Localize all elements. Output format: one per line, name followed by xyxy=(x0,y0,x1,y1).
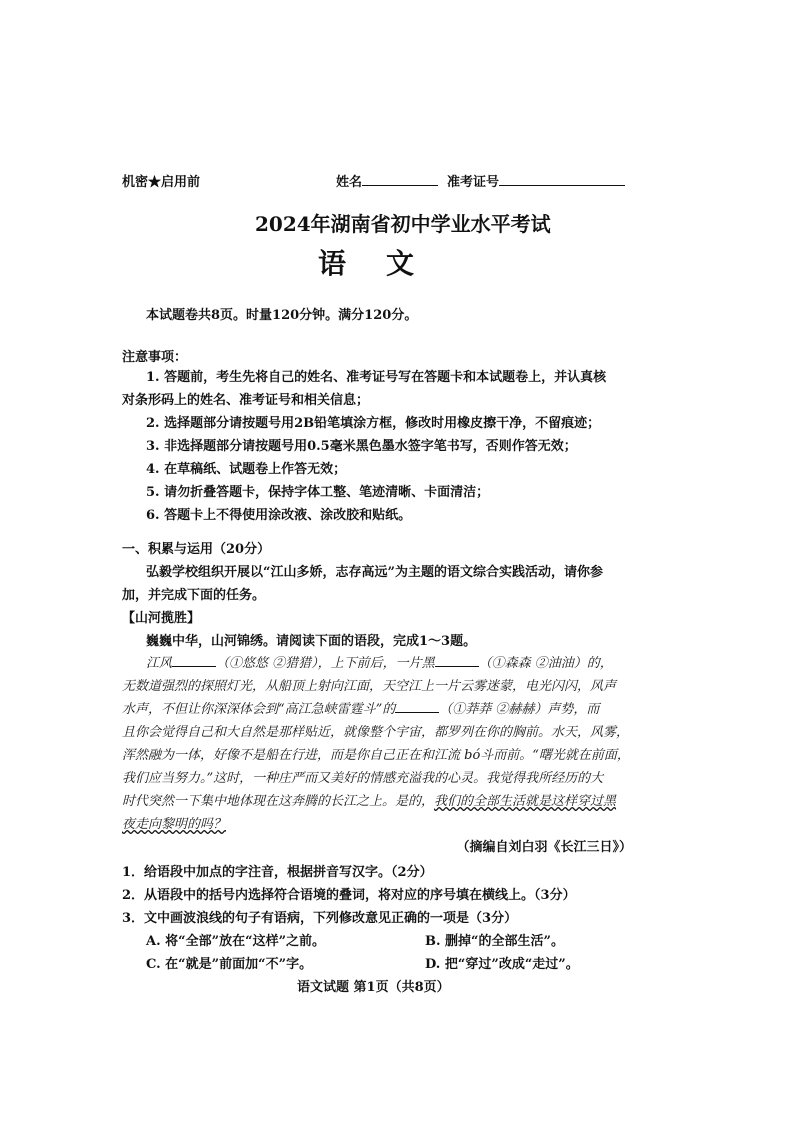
id-blank[interactable] xyxy=(499,171,625,186)
subject-title: 语 文 xyxy=(318,247,421,280)
passage-line: 我们应当努力。”这时，一种庄严而又美好的情感充溢我的心灵。我觉得我所经历的大 xyxy=(122,771,604,786)
note-item: 6. 答题卡上不得使用涂改液、涂改胶和贴纸。 xyxy=(146,508,412,523)
question: 2．从语段中的括号内选择符合语境的叠词，将对应的序号填在横线上。（3分） xyxy=(122,888,576,903)
note-item: 2. 选择题部分请按题号用2B铅笔填涂方框，修改时用橡皮擦干净，不留痕迹； xyxy=(146,416,601,431)
wavy-sentence: 我们的全部生活就是这样穿过黑 xyxy=(434,794,617,809)
passage-text: 水声，不但让你深深体会到“高江急峡雷霆斗”的 xyxy=(122,702,396,717)
answer-blank[interactable] xyxy=(435,654,479,667)
note-item: 对条形码上的姓名、准考证号和相关信息； xyxy=(122,393,370,408)
option-d[interactable]: D. 把“穿过”改成“走过”。 xyxy=(425,957,579,972)
notes-heading: 注意事项： xyxy=(122,350,188,365)
note-item: 1. 答题前，考生先将自己的姓名、准考证号写在答题卡和本试题卷上，并认真核 xyxy=(146,370,607,385)
id-label: 准考证号 xyxy=(447,175,500,190)
passage-text: （①莽莽 ②赫赫）声势，而 xyxy=(439,702,600,717)
id-field xyxy=(447,171,625,190)
answer-blank[interactable] xyxy=(395,700,439,713)
passage-line xyxy=(146,652,613,675)
note-item: 3. 非选择题部分请按题号用0.5毫米黑色墨水签字笔书写，否则作答无效； xyxy=(146,439,577,454)
passage-text: 时代突然一下集中地体现在这奔腾的长江之上。是的， xyxy=(122,794,435,809)
passage-line: 无数道强烈的探照灯光，从船顶上射向江面，天空江上一片云雾迷蒙，电光闪闪，风声 xyxy=(122,679,617,694)
passage-line xyxy=(122,813,226,836)
option-c[interactable]: C. 在“就是”前面加“不”字。 xyxy=(146,957,313,972)
passage-line xyxy=(122,698,599,721)
question: 3．文中画波浪线的句子有语病，下列修改意见正确的一项是（3分） xyxy=(122,911,518,926)
section-intro: 加，并完成下面的任务。 xyxy=(122,588,266,603)
option-b[interactable]: B. 删掉“的全部生活”。 xyxy=(425,934,564,949)
page-footer: 语文试题 第1页（共8页） xyxy=(297,980,450,995)
passage-line xyxy=(122,790,616,813)
passage-text: （①悠悠 ②猎猎），上下前后，一片黑 xyxy=(216,656,435,671)
name-blank[interactable] xyxy=(362,171,438,186)
section-intro: 弘毅学校组织开展以“江山多娇，志存高远”为主题的语文综合实践活动，请你参 xyxy=(146,565,603,580)
passage-text: （①森森 ②油油）的， xyxy=(478,656,613,671)
name-field xyxy=(336,171,438,190)
question: 1．给语段中加点的字注音，根据拼音写汉字。（2分） xyxy=(122,865,433,880)
passage-line: 且你会觉得自己和大自然是那样贴近，就像整个宇宙，都罗列在你的胸前。水天，风雾， xyxy=(122,725,630,740)
wavy-sentence: 夜走向黎明的吗？ xyxy=(122,817,227,832)
answer-blank[interactable] xyxy=(172,654,216,667)
section-heading: 一、积累与运用（20分） xyxy=(122,542,271,557)
exam-title: 2024年湖南省初中学业水平考试 xyxy=(255,212,551,236)
confidential-label: 机密★启用前 xyxy=(122,175,201,190)
note-item: 4. 在草稿纸、试题卷上作答无效； xyxy=(146,462,347,477)
part-intro: 巍巍中华，山河锦绣。请阅读下面的语段，完成1～3题。 xyxy=(146,634,477,649)
exam-info: 本试题卷共8页。时量120分钟。满分120分。 xyxy=(146,308,418,323)
name-label: 姓名 xyxy=(336,175,363,190)
passage-line: 浑然融为一体，好像不是船在行进，而是你自己正在和江流 bó斗而前。“曙光就在前面， xyxy=(122,748,630,763)
part-title: 【山河揽胜】 xyxy=(122,611,201,626)
option-a[interactable]: A. 将“全部”放在“这样”之前。 xyxy=(146,934,326,949)
passage-source: （摘编自刘白羽《长江三日》） xyxy=(456,840,632,855)
passage-text: 江风 xyxy=(146,656,173,671)
note-item: 5. 请勿折叠答题卡，保持字体工整、笔迹清晰、卡面清洁； xyxy=(146,485,490,500)
